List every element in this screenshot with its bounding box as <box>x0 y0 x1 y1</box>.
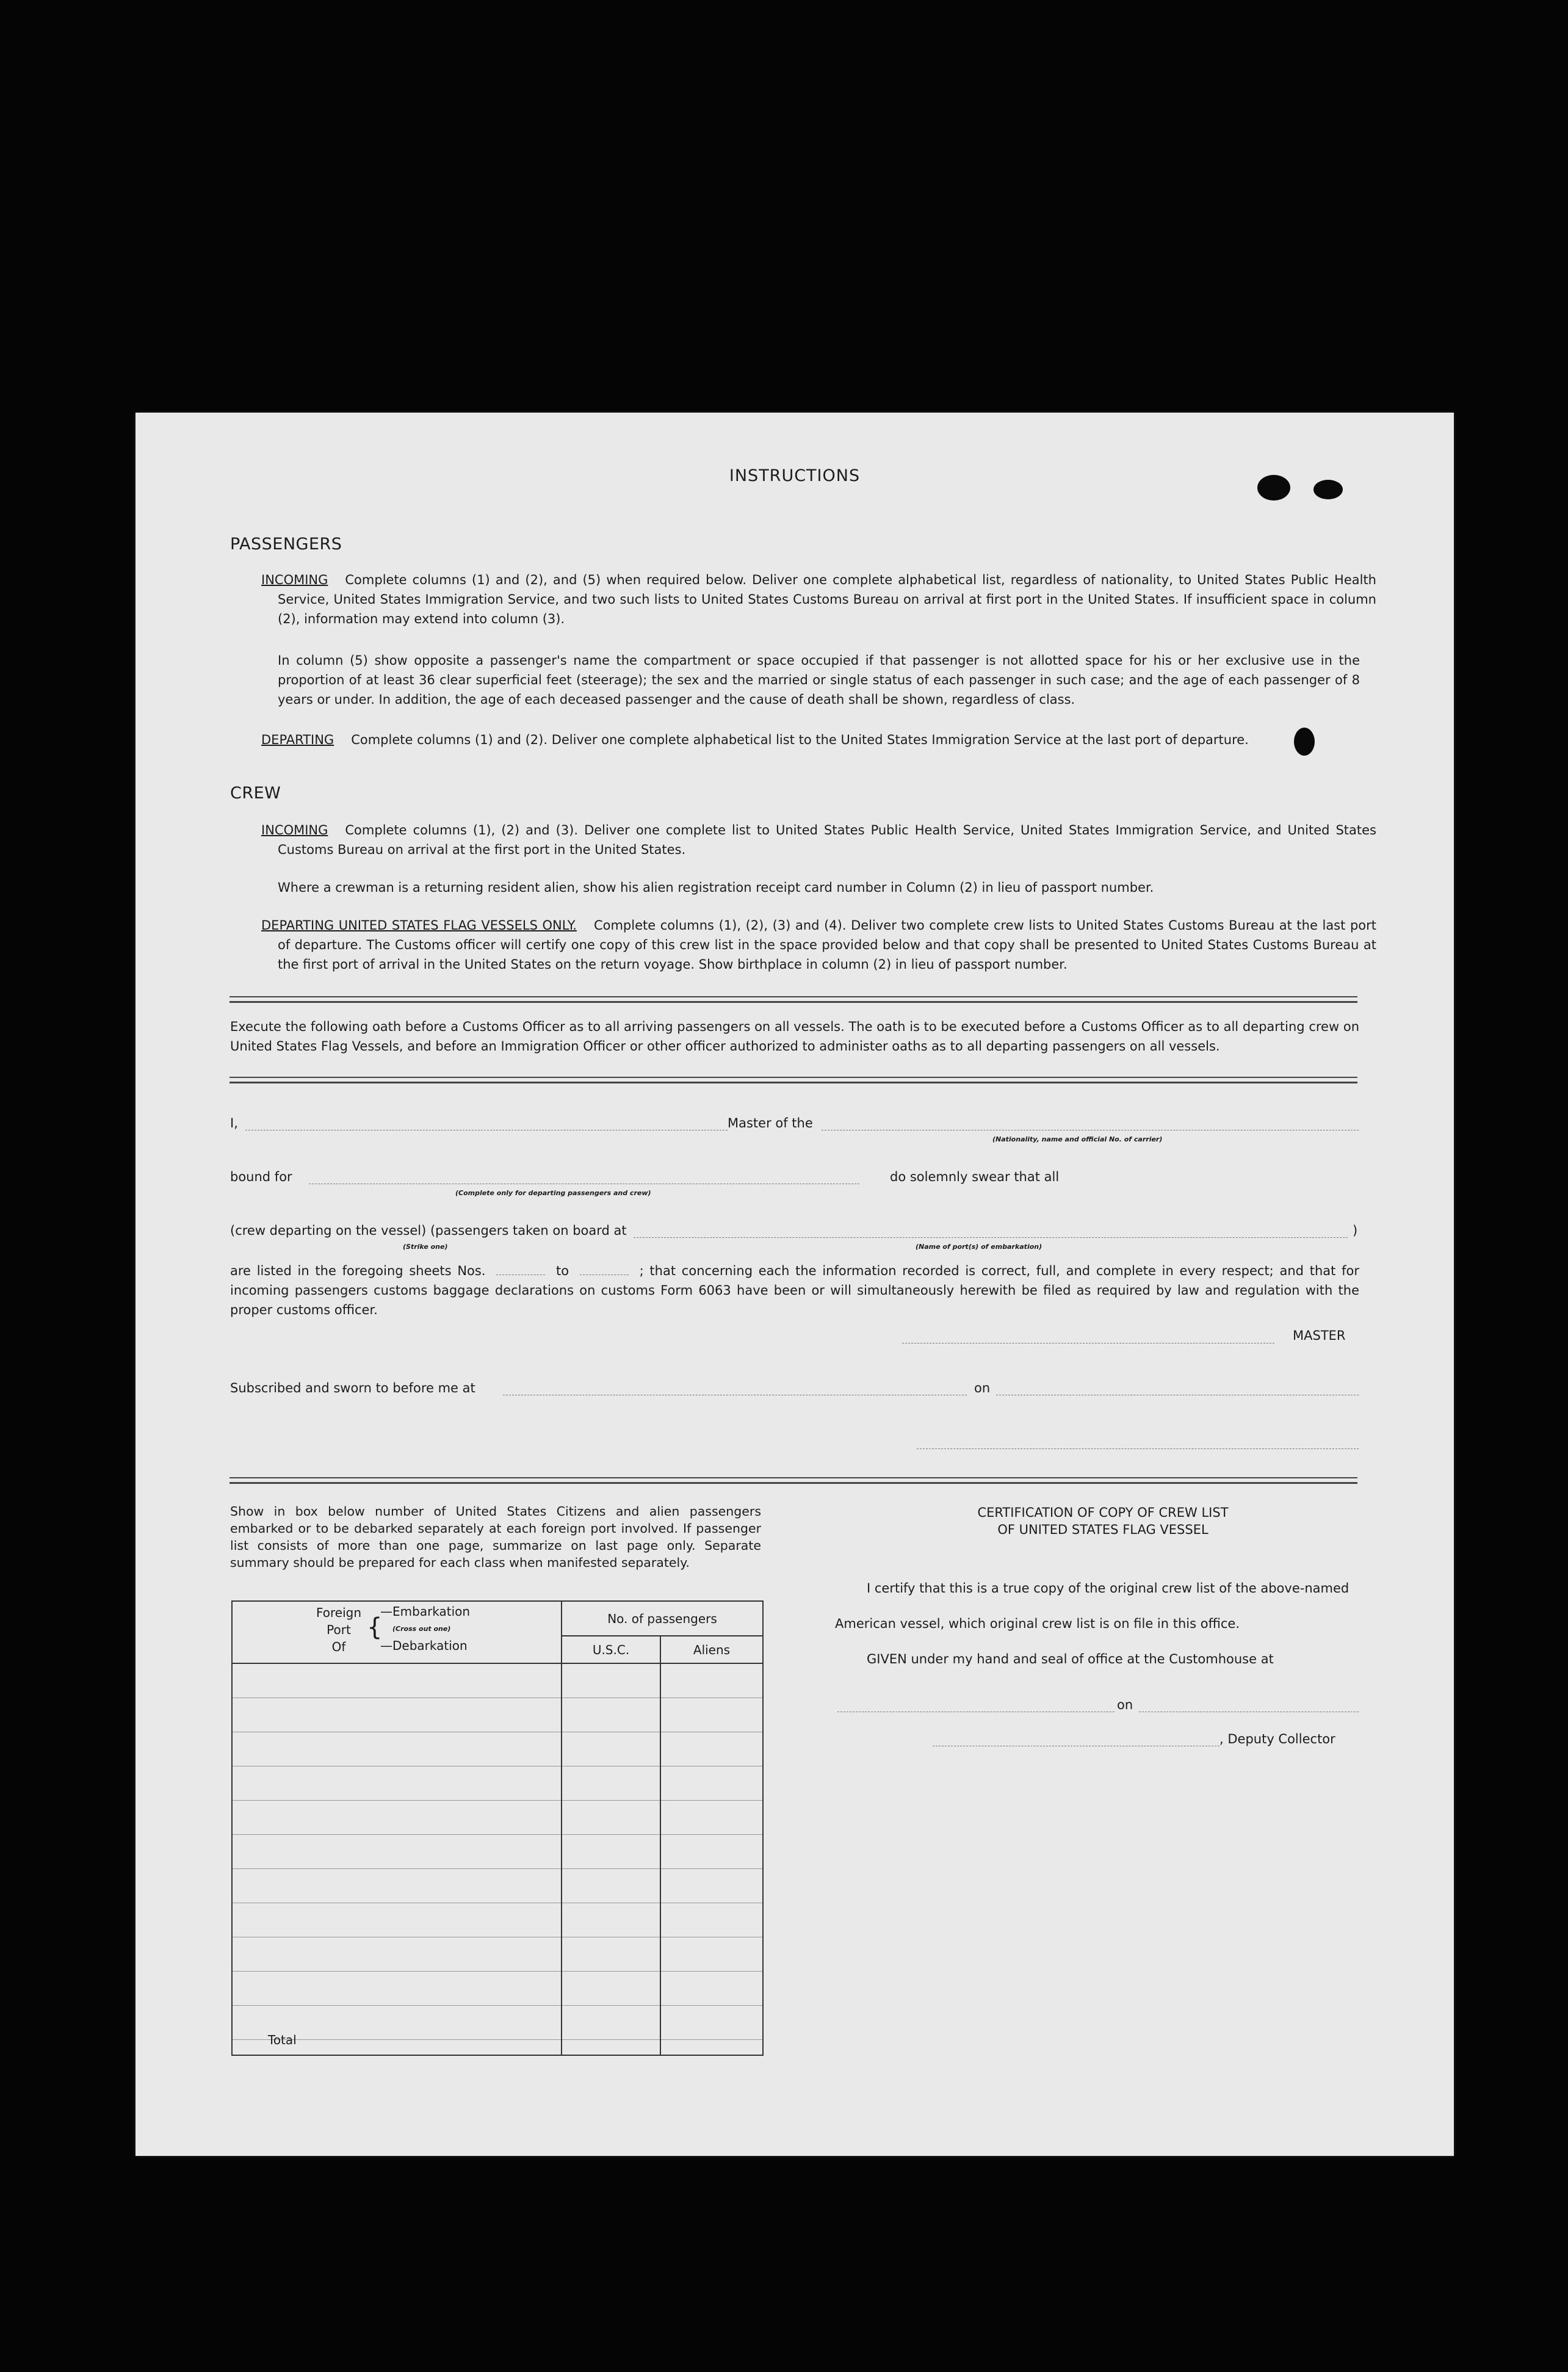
certification-title-1: CERTIFICATION OF COPY OF CREW LIST <box>977 1505 1229 1520</box>
listed-text-a: are listed in the foregoing sheets Nos. <box>230 1264 486 1278</box>
certification-on-label: on <box>1117 1698 1133 1712</box>
nationality-note: (Nationality, name and official No. of carrier) <box>992 1135 1163 1143</box>
embarkation-label: —Embarkation <box>380 1604 471 1619</box>
crew-departing-para <box>261 916 1376 974</box>
sworn-on-label: on <box>974 1381 991 1395</box>
aliens-column[interactable] <box>660 1663 763 2055</box>
crew-departing-text: Complete columns (1), (2), (3) and (4). Deliver two complete crew lists to United States Customs Bureau at the last port of departure. The Customs officer will certify one copy of this crew list in the space provided below and that copy shall be presented to United States Customs Bureau at the first port of arrival in the United States on the return voyage. Show birthplace in column (2) in lieu of passport number. <box>278 918 1377 972</box>
total-label: Total <box>268 2033 297 2047</box>
usc-column[interactable] <box>562 1663 660 2055</box>
section-divider <box>229 996 1357 1003</box>
section-divider <box>229 1477 1357 1484</box>
port-label: Port <box>327 1622 351 1637</box>
passengers-incoming-label: INCOMING <box>261 573 328 587</box>
port-note: (Name of port(s) of embarkation) <box>916 1243 1042 1251</box>
close-paren: ) <box>1353 1223 1358 1238</box>
section-divider <box>229 1077 1357 1083</box>
aliens-header: Aliens <box>660 1636 763 1663</box>
listed-text-b: ; that concerning each the information recorded is correct, full, and complete in every respect; and that for incoming passengers customs baggage declarations on customs Form 6063 have been or will simultaneously herewith be filed as required by law and regulation with the proper customs officer. <box>230 1264 1359 1317</box>
crew-heading: CREW <box>230 784 281 803</box>
crew-departing-label: DEPARTING UNITED STATES FLAG VESSELS ONLY. <box>261 918 577 933</box>
master-label: MASTER <box>1293 1328 1346 1343</box>
crew-incoming-para <box>261 820 1376 859</box>
bound-for-label: bound for <box>230 1170 292 1184</box>
crew-passengers-text: (crew departing on the vessel) (passengers taken on board at <box>230 1223 627 1238</box>
brace-icon: { <box>367 1613 383 1641</box>
port-column[interactable] <box>232 1663 562 2055</box>
crew-incoming-text: Complete columns (1), (2) and (3). Deliver one complete list to United States Public Health Service, United States Immigration Service, and United States Customs Bureau on arrival at the first port in the United States. <box>278 823 1376 857</box>
certification-line-2: American vessel, which original crew list is on file in this office. <box>835 1616 1240 1631</box>
foreign-label: Foreign <box>316 1605 362 1620</box>
crew-incoming-label: INCOMING <box>261 823 328 837</box>
bound-for-note: (Complete only for departing passengers and crew) <box>455 1189 651 1197</box>
foreign-port-header <box>232 1601 562 1663</box>
strike-one-note: (Strike one) <box>403 1243 448 1251</box>
deputy-collector-label: , Deputy Collector <box>1219 1732 1335 1746</box>
usc-header: U.S.C. <box>562 1636 660 1663</box>
subscribed-label: Subscribed and sworn to before me at <box>230 1381 475 1395</box>
oath-i-label: I, <box>230 1116 238 1130</box>
passengers-departing-para <box>261 730 1360 750</box>
summary-instructions: Show in box below number of United States Citizens and alien passengers embarked or to be debarked separately at each foreign port involved. If passenger list consists of more than one page, summarize on last page only. Separate summary should be prepared for each class when manifested separately. <box>230 1504 761 1570</box>
port-embarkation-field[interactable] <box>634 1237 1348 1238</box>
cross-out-note: (Cross out one) <box>392 1625 451 1633</box>
passengers-heading: PASSENGERS <box>230 535 342 554</box>
swear-text: do solemnly swear that all <box>890 1170 1060 1184</box>
listed-para <box>230 1261 1359 1320</box>
certification-title-2: OF UNITED STATES FLAG VESSEL <box>997 1522 1209 1537</box>
certification-line-3: GIVEN under my hand and seal of office at the Customhouse at <box>867 1652 1274 1666</box>
master-of-label: Master of the <box>728 1116 813 1130</box>
oath-intro: Execute the following oath before a Customs Officer as to all arriving passengers on all vessels. The oath is to be executed before a Customs Officer as to all departing crew on United States Flag Vessels, and before an Immigration Officer or other officer authorized to administer oaths as to all departing passengers on all vessels. <box>230 1019 1359 1054</box>
form-title: INSTRUCTIONS <box>729 466 861 485</box>
form-page <box>135 413 1454 2156</box>
passengers-departing-text: Complete columns (1) and (2). Deliver one complete alphabetical list to the United States Immigration Service at the last port of departure. <box>351 732 1249 747</box>
listed-to: to <box>556 1264 569 1278</box>
passenger-summary-table <box>231 1600 764 2056</box>
crew-resident-para: Where a crewman is a returning resident alien, show his alien registration receipt card number in Column (2) in lieu of passport number. <box>278 880 1154 895</box>
passengers-incoming-para <box>261 570 1376 629</box>
passengers-incoming-text: Complete columns (1) and (2), and (5) when required below. Deliver one complete alphabetical list, regardless of nationality, to United States Public Health Service, United States Immigration Service, and two such lists to United States Customs Bureau on arrival at first port in the United States. If insufficient space in column (2), information may extend into column (3). <box>278 573 1376 626</box>
debarkation-label: —Debarkation <box>380 1638 468 1653</box>
no-passengers-header: No. of passengers <box>562 1601 763 1636</box>
passengers-column5-para: In column (5) show opposite a passenger's name the compartment or space occupied if that passenger is not allotted space for his or her exclusive use in the proportion of at least 36 clear superficial feet (steerage); the sex and the married or single status of each passenger in such case; and the age of each passenger of 8 years or under. In addition, the age of each deceased passenger and the cause of death shall be shown, regardless of class. <box>278 653 1360 707</box>
certification-line-1: I certify that this is a true copy of the original crew list of the above-named <box>867 1581 1349 1596</box>
of-label: Of <box>331 1640 346 1654</box>
officer-signature-field[interactable] <box>917 1448 1359 1449</box>
passengers-departing-label: DEPARTING <box>261 732 334 747</box>
